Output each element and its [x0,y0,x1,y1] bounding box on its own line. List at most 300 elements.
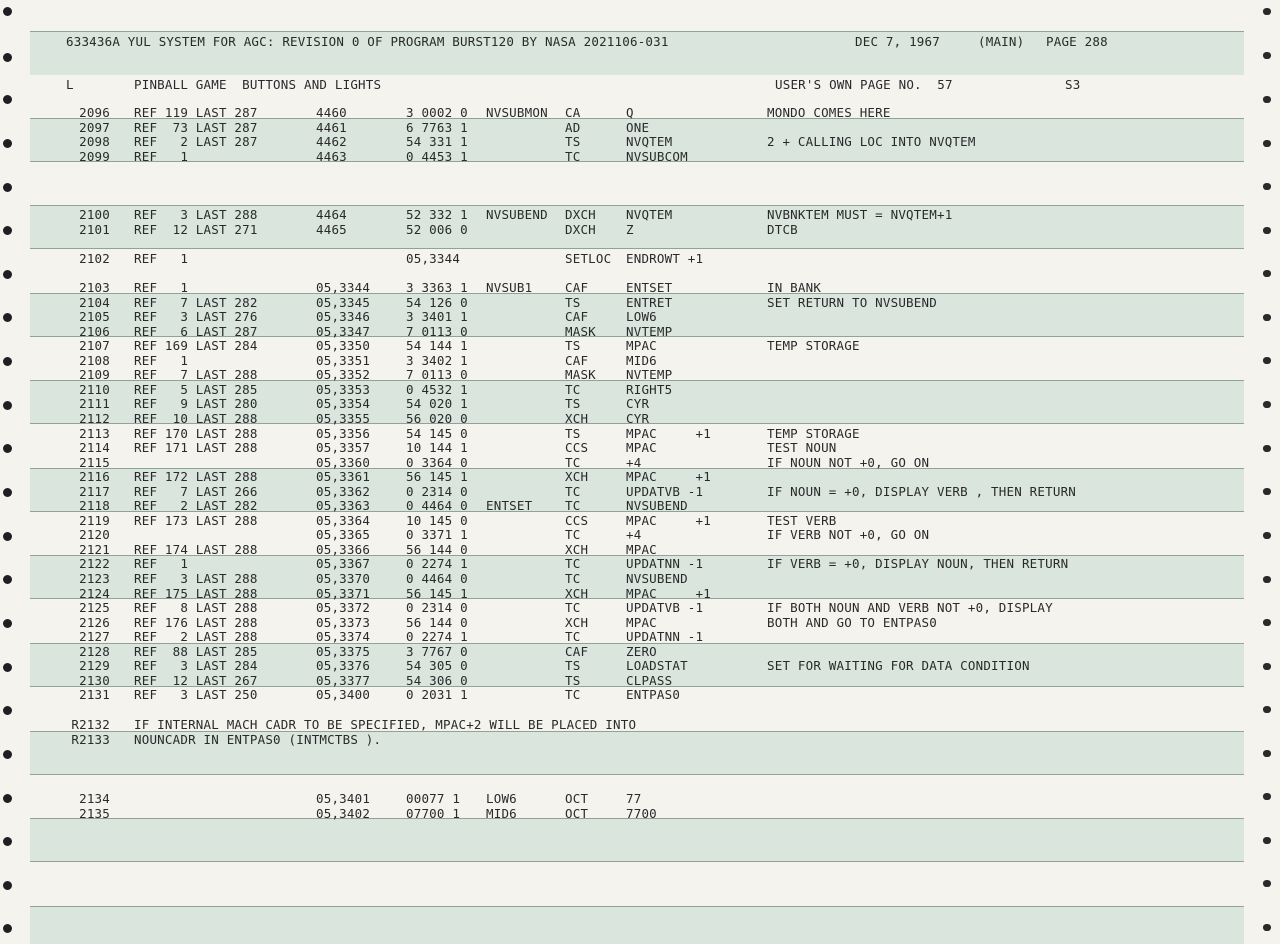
listing-line [0,149,1280,164]
line-ref: REF 12 LAST 267 [134,672,258,688]
line-addr: 05,3376 [316,658,371,674]
line-addr: 05,3352 [316,367,371,383]
line-operand: ZERO [626,643,657,659]
line-op: MASK [565,323,596,339]
listing-line [0,251,1280,266]
line-addr: 05,3351 [316,352,371,368]
line-code: 6 7763 1 [406,119,468,135]
line-operand: MID6 [626,352,657,368]
line-num: 2118 [79,498,110,514]
listing-line [0,791,1280,806]
line-addr: 05,3400 [316,687,371,703]
line-ref: REF 5 LAST 285 [134,381,258,397]
line-comment: SET RETURN TO NVSUBEND [767,294,937,310]
line-addr: 05,3366 [316,541,371,557]
line-ref: REF 7 LAST 288 [134,367,258,383]
line-operand: +4 [626,527,642,543]
line-addr: 4465 [316,221,347,237]
line-op: TC [565,454,581,470]
band-rule [30,248,1244,249]
line-operand: MPAC +1 [626,512,711,528]
line-op: XCH [565,541,589,557]
line-code: 3 3401 1 [406,309,468,325]
line-operand: LOADSTAT [626,658,688,674]
line-operand: UPDATVB -1 [626,600,704,616]
line-text: IF INTERNAL MACH CADR TO BE SPECIFIED, MPAC+2 WILL BE PLACED INTO [134,717,637,732]
line-ref: REF 12 LAST 271 [134,221,258,237]
line-addr: 05,3372 [316,600,371,616]
line-comment: IF VERB = +0, DISPLAY NOUN, THEN RETURN [767,556,1069,572]
line-addr: 4461 [316,119,347,135]
line-code: 0 4532 1 [406,381,468,397]
line-num: 2107 [79,338,110,354]
line-code: 3 3402 1 [406,352,468,368]
line-op: CCS [565,512,589,528]
listing-line [0,644,1280,659]
listing-line [0,806,1280,821]
line-ref: REF 3 LAST 288 [134,571,258,586]
band-rule [30,861,1244,862]
line-operand: +4 [626,454,642,470]
line-num: 2120 [79,527,110,543]
line-num: 2125 [79,600,110,616]
band-rule [30,774,1244,775]
line-text: NOUNCADR IN ENTPAS0 (INTMCTBS ). [134,731,382,747]
line-op: MASK [565,367,596,383]
line-op: XCH [565,614,589,630]
line-addr: 05,3362 [316,483,371,499]
tractor-hole-right [1263,750,1271,757]
line-operand: NVTEMP [626,323,673,339]
line-op: TS [565,672,581,688]
line-ref: REF 1 [134,352,189,368]
greenbar-band [30,818,1244,862]
line-ref: REF 6 LAST 287 [134,323,258,339]
header-page: PAGE 288 [1046,34,1108,49]
line-op: XCH [565,585,589,601]
line-code: 10 144 1 [406,440,468,456]
line-operand: Q [626,105,634,120]
line-num: 2126 [79,614,110,630]
listing-line [0,527,1280,542]
line-addr: 05,3371 [316,585,371,601]
line-num: 2129 [79,658,110,674]
line-op: TC [565,687,581,703]
line-op: TC [565,498,581,514]
line-num: 2114 [79,440,110,456]
listing-line [0,455,1280,470]
line-num: 2099 [79,148,110,164]
line-code: 7 0113 0 [406,367,468,383]
listing-line [0,338,1280,353]
tractor-hole-right [1263,837,1271,844]
listing-header [0,34,1280,49]
line-operand: ENTSET [626,280,673,295]
line-operand: MPAC +1 [626,469,711,485]
line-num: 2100 [79,207,110,222]
users-page-number: USER'S OWN PAGE NO. 57 [775,77,953,92]
listing-line [0,615,1280,630]
line-addr: 05,3375 [316,643,371,659]
line-num: 2096 [79,105,110,120]
header-program: 633436A YUL SYSTEM FOR AGC: REVISION 0 OF PROGRAM BURST120 BY NASA 2021106-031 [66,34,669,49]
line-code: 0 3364 0 [406,454,468,470]
tractor-hole-left [3,881,12,890]
line-operand: CLPASS [626,672,673,688]
remark-line [0,732,1280,747]
listing-line [0,382,1280,397]
line-num: 2106 [79,323,110,339]
tractor-hole-left [3,183,12,192]
line-ref: REF 9 LAST 280 [134,396,258,412]
line-num: 2122 [79,556,110,572]
listing-line [0,353,1280,368]
line-num: 2098 [79,134,110,150]
listing-line [0,658,1280,673]
line-comment: IN BANK [767,280,822,295]
listing-line [0,367,1280,382]
line-op: TS [565,658,581,674]
line-num: R2132 [71,717,110,732]
tractor-hole-left [3,7,12,16]
line-op: TC [565,571,581,586]
line-operand: CYR [626,396,650,412]
listing-line [0,571,1280,586]
line-num: 2101 [79,221,110,237]
line-comment: TEST NOUN [767,440,837,456]
line-label: MID6 [486,805,517,821]
line-code: 56 020 0 [406,410,468,426]
line-operand: UPDATNN -1 [626,629,704,645]
line-code: 0 2274 1 [406,629,468,645]
section-title: PINBALL GAME BUTTONS AND LIGHTS [134,77,382,92]
line-ref: REF 2 LAST 287 [134,134,258,150]
line-op: DXCH [565,207,596,222]
line-operand: RIGHT5 [626,381,673,397]
line-label: ENTSET [486,498,533,514]
line-num: 2131 [79,687,110,703]
tractor-hole-right [1263,183,1271,190]
line-code: 00077 1 [406,791,461,806]
line-operand: Z [626,221,634,237]
line-addr: 05,3344 [316,280,371,295]
line-comment: TEMP STORAGE [767,425,860,441]
line-code: 3 0002 0 [406,105,468,120]
band-rule [30,906,1244,907]
line-code: 07700 1 [406,805,461,821]
listing-line [0,469,1280,484]
line-addr: 4463 [316,148,347,164]
line-num: 2113 [79,425,110,441]
line-num: 2134 [79,791,110,806]
line-operand: ONE [626,119,650,135]
greenbar-band [30,906,1244,944]
line-num: 2110 [79,381,110,397]
line-addr: 05,3361 [316,469,371,485]
line-operand: 77 [626,791,642,806]
line-num: 2111 [79,396,110,412]
line-num: 2115 [79,454,110,470]
line-ref: REF 169 LAST 284 [134,338,258,354]
listing-line [0,629,1280,644]
listing-line [0,426,1280,441]
line-operand: NVQTEM [626,134,673,150]
line-operand: MPAC [626,338,657,354]
line-operand: ENTRET [626,294,673,310]
line-addr: 05,3370 [316,571,371,586]
line-code: 0 2274 1 [406,556,468,572]
line-ref: REF 2 LAST 282 [134,498,258,514]
line-op: TC [565,381,581,397]
line-num: R2133 [71,731,110,747]
line-ref: REF 1 [134,251,189,266]
listing-line [0,134,1280,149]
line-ref: REF 2 LAST 288 [134,629,258,645]
line-ref: REF 7 LAST 266 [134,483,258,499]
listing-line [0,600,1280,615]
line-num: 2127 [79,629,110,645]
band-rule [30,205,1244,206]
line-comment: TEST VERB [767,512,837,528]
line-code: 54 306 0 [406,672,468,688]
line-operand: UPDATVB -1 [626,483,704,499]
header-date: DEC 7, 1967 [855,34,940,49]
listing-line [0,542,1280,557]
line-op: TC [565,527,581,543]
listing-line [0,586,1280,601]
line-addr: 05,3373 [316,614,371,630]
line-addr: 05,3350 [316,338,371,354]
line-ref: REF 170 LAST 288 [134,425,258,441]
line-num: 2124 [79,585,110,601]
remark-line [0,717,1280,732]
line-code: 7 0113 0 [406,323,468,339]
line-ref: REF 3 LAST 284 [134,658,258,674]
line-ref: REF 1 [134,280,189,295]
line-code: 56 145 1 [406,469,468,485]
line-addr: 05,3354 [316,396,371,412]
line-num: 2121 [79,541,110,557]
line-ref: REF 3 LAST 288 [134,207,258,222]
line-ref: REF 1 [134,148,189,164]
line-code: 52 006 0 [406,221,468,237]
line-addr: 4464 [316,207,347,222]
line-addr: 05,3401 [316,791,371,806]
tractor-hole-left [3,706,12,715]
line-ref: REF 3 LAST 276 [134,309,258,325]
tractor-hole-left [3,837,12,846]
line-code: 0 4464 0 [406,571,468,586]
line-code: 54 126 0 [406,294,468,310]
line-num: 2104 [79,294,110,310]
line-operand: NVQTEM [626,207,673,222]
listing-line [0,687,1280,702]
line-op: SETLOC [565,251,612,266]
line-code: 0 4464 0 [406,498,468,514]
line-op: XCH [565,410,589,426]
line-operand: NVTEMP [626,367,673,383]
listing-line [0,396,1280,411]
line-operand: NVSUBEND [626,571,688,586]
line-op: CAF [565,352,589,368]
line-code: 54 020 1 [406,396,468,412]
tractor-hole-right [1263,52,1271,59]
tractor-hole-left [3,270,12,279]
line-addr: 05,3347 [316,323,371,339]
line-addr: 05,3374 [316,629,371,645]
listing-line [0,484,1280,499]
line-op: TC [565,629,581,645]
line-op: CCS [565,440,589,456]
line-label: NVSUB1 [486,280,533,295]
line-num: 2123 [79,571,110,586]
tractor-hole-right [1263,96,1271,103]
line-op: XCH [565,469,589,485]
listing-line [0,280,1280,295]
tractor-hole-right [1263,8,1271,15]
line-label: LOW6 [486,791,517,806]
listing-line [0,309,1280,324]
line-num: 2108 [79,352,110,368]
line-operand: NVSUBCOM [626,148,688,164]
listing-line [0,207,1280,222]
line-addr: 05,3355 [316,410,371,426]
line-ref: REF 173 LAST 288 [134,512,258,528]
band-rule [30,31,1244,32]
line-addr: 05,3345 [316,294,371,310]
line-addr: 05,3353 [316,381,371,397]
listing-line [0,105,1280,120]
line-operand: NVSUBEND [626,498,688,514]
line-operand: MPAC +1 [626,585,711,601]
line-operand: MPAC [626,440,657,456]
line-num: 2102 [79,251,110,266]
line-ref: REF 175 LAST 288 [134,585,258,601]
line-code: 54 145 0 [406,425,468,441]
header-main: (MAIN) [978,34,1025,49]
line-operand: LOW6 [626,309,657,325]
tractor-hole-left [3,924,12,933]
line-op: CAF [565,309,589,325]
line-addr: 4460 [316,105,347,120]
line-op: TS [565,338,581,354]
line-comment: IF NOUN NOT +0, GO ON [767,454,930,470]
listing-line [0,440,1280,455]
line-addr: 05,3365 [316,527,371,543]
line-comment: DTCB [767,221,798,237]
line-addr: 4462 [316,134,347,150]
section-mark: L [66,77,74,92]
line-code: 54 331 1 [406,134,468,150]
line-op: TS [565,134,581,150]
line-num: 2135 [79,805,110,821]
line-addr: 05,3364 [316,512,371,528]
line-op: CA [565,105,581,120]
line-code: 54 144 1 [406,338,468,354]
line-ref: REF 73 LAST 287 [134,119,258,135]
line-code: 0 2314 0 [406,483,468,499]
line-op: OCT [565,805,589,821]
line-op: TC [565,556,581,572]
line-comment: NVBNKTEM MUST = NVQTEM+1 [767,207,953,222]
listing-line [0,498,1280,513]
line-operand: MPAC +1 [626,425,711,441]
tractor-hole-left [3,750,12,759]
line-num: 2128 [79,643,110,659]
line-addr: 05,3346 [316,309,371,325]
line-addr: 05,3367 [316,556,371,572]
tractor-hole-right [1263,880,1271,887]
line-num: 2116 [79,469,110,485]
line-num: 2097 [79,119,110,135]
line-operand: MPAC [626,614,657,630]
listing-line [0,556,1280,571]
line-ref: REF 8 LAST 288 [134,600,258,616]
line-operand: ENTPAS0 [626,687,681,703]
line-addr: 05,3363 [316,498,371,514]
line-op: TS [565,396,581,412]
log-section-header [0,77,1280,92]
line-operand: UPDATNN -1 [626,556,704,572]
section-code: S3 [1065,77,1081,92]
line-operand: ENDROWT +1 [626,251,704,266]
line-ref: REF 119 LAST 287 [134,105,258,120]
listing-line [0,324,1280,339]
line-comment: 2 + CALLING LOC INTO NVQTEM [767,134,976,150]
line-num: 2112 [79,410,110,426]
line-num: 2119 [79,512,110,528]
line-op: DXCH [565,221,596,237]
line-comment: MONDO COMES HERE [767,105,891,120]
listing-line [0,222,1280,237]
line-op: OCT [565,791,589,806]
line-ref: REF 88 LAST 285 [134,643,258,659]
line-addr: 05,3402 [316,805,371,821]
line-num: 2103 [79,280,110,295]
tractor-hole-right [1263,270,1271,277]
line-ref: REF 176 LAST 288 [134,614,258,630]
line-comment: SET FOR WAITING FOR DATA CONDITION [767,658,1030,674]
listing-line [0,673,1280,688]
line-code: 0 4453 1 [406,148,468,164]
line-ref: REF 172 LAST 288 [134,469,258,485]
line-op: TC [565,148,581,164]
listing-line [0,120,1280,135]
line-code: 56 144 0 [406,614,468,630]
tractor-hole-right [1263,706,1271,713]
line-op: CAF [565,280,589,295]
line-code: 54 305 0 [406,658,468,674]
line-addr: 05,3360 [316,454,371,470]
line-num: 2105 [79,309,110,325]
line-comment: IF NOUN = +0, DISPLAY VERB , THEN RETURN [767,483,1077,499]
line-comment: IF VERB NOT +0, GO ON [767,527,930,543]
line-num: 2117 [79,483,110,499]
line-addr: 05,3357 [316,440,371,456]
line-num: 2130 [79,672,110,688]
line-op: CAF [565,643,589,659]
line-code: 3 3363 1 [406,280,468,295]
line-op: TC [565,483,581,499]
line-comment: TEMP STORAGE [767,338,860,354]
listing-line [0,513,1280,528]
line-code: 3 7767 0 [406,643,468,659]
line-ref: REF 3 LAST 250 [134,687,258,703]
listing-line [0,411,1280,426]
line-code: 05,3344 [406,251,461,266]
tractor-hole-right [1263,924,1271,931]
line-comment: IF BOTH NOUN AND VERB NOT +0, DISPLAY [767,600,1053,616]
